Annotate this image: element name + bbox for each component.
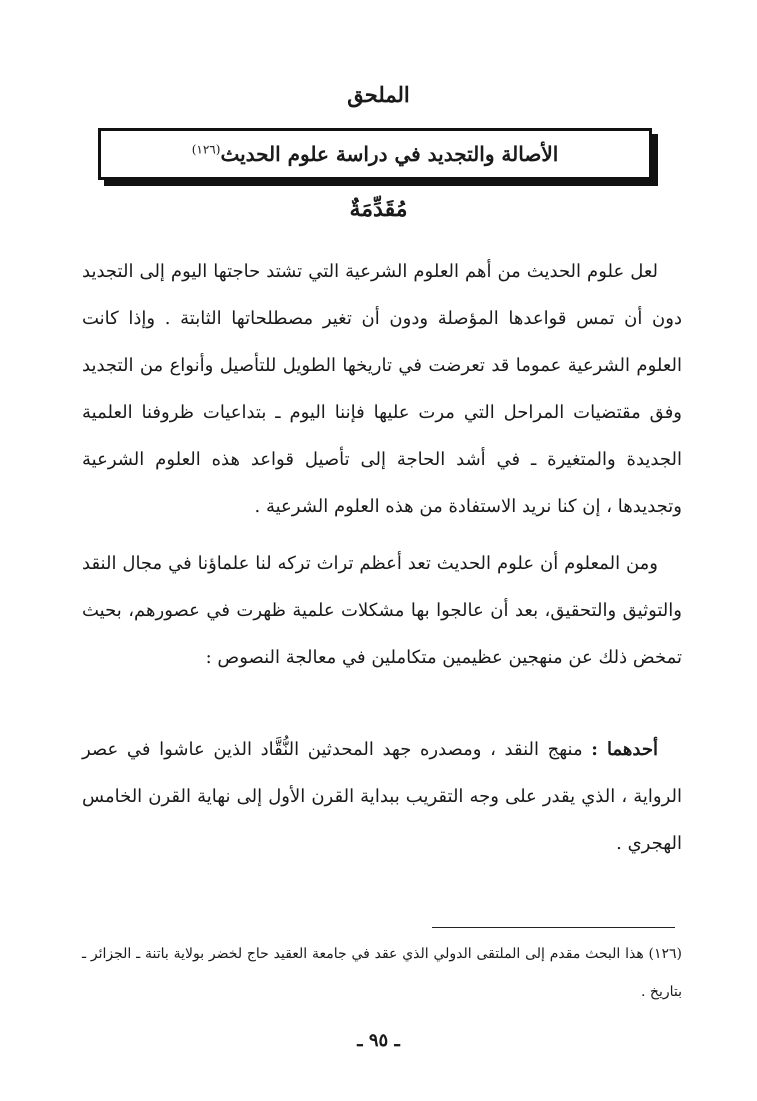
paragraph-3-text: منهج النقد ، ومصدره جهد المحدثين النُّقَّاد الذين عاشوا في عصر الرواية ، الذي يقدر على وجه التقريب ببداية القرن الأول إلى نهاية القرن الخامس الهجري . <box>82 739 682 854</box>
section-heading: مُقَدِّمَةٌ <box>349 196 408 222</box>
footnote-reference[interactable]: (١٢٦) <box>191 142 221 157</box>
paragraph-3-lead: أحدهما : <box>591 739 658 760</box>
title-box <box>98 128 652 180</box>
footnote: (١٢٦) هذا البحث مقدم إلى الملتقى الدولي الذي عقد في جامعة العقيد حاج لخضر بولاية باتنة ـ الجزائر ـ بتاريخ . <box>82 946 682 1000</box>
chapter-title-text: الأصالة والتجديد في دراسة علوم الحديث <box>220 142 559 166</box>
paragraph-1: لعل علوم الحديث من أهم العلوم الشرعية التي تشتد حاجتها اليوم إلى التجديد دون أن تمس قواعدها المؤصلة ودون أن تغير مصطلحاتها الثابتة . وإذا كانت العلوم الشرعية عموما قد تعرضت في تاريخها الطويل للتأصيل وأنواع من التجديد وفق مقتضيات المراحل التي مرت عليها فإننا اليوم ـ بتداعيات ظروفنا العلمية الجديدة والمتغيرة ـ في أشد الحاجة إلى تأصيل قواعد هذه العلوم الشرعية وتجديدها ، إن كنا نريد الاستفادة من هذه العلوم الشرعية . <box>82 261 682 517</box>
chapter-title <box>192 142 559 166</box>
paragraph-2: ومن المعلوم أن علوم الحديث تعد أعظم تراث تركه لنا علماؤنا في مجال النقد والتوثيق والتحقيق، بعد أن عالجوا بها مشكلات علمية ظهرت في عصورهم، بحيث تمخض ذلك عن منهجين عظيمين متكاملين في معالجة النصوص : <box>82 553 682 668</box>
footnote-divider <box>432 927 675 928</box>
paragraph-3 <box>82 726 682 867</box>
running-head: الملحق <box>347 82 410 107</box>
page-number: ـ ٩٥ ـ <box>357 1030 400 1051</box>
